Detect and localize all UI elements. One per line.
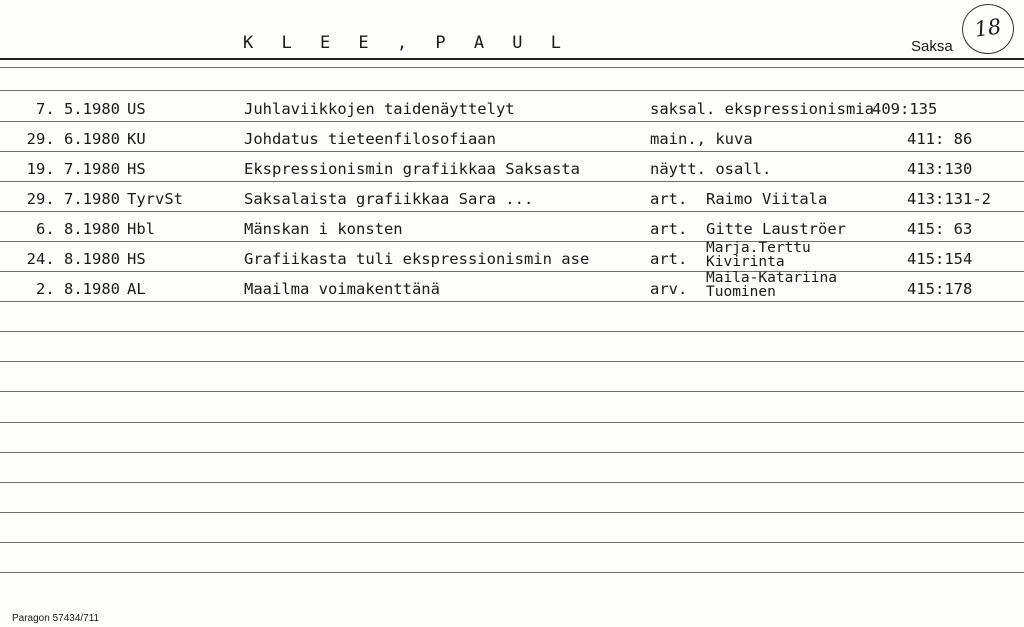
card-number-circle: 18 (959, 1, 1017, 58)
entry-row (0, 121, 1024, 151)
entry-ref: 415:154 (907, 250, 973, 268)
entry-author-line: Marja.Terttu (706, 240, 811, 256)
entry-ref: 411: 86 (907, 130, 973, 148)
entry-author (706, 271, 837, 299)
entry-row (0, 241, 1024, 271)
rule-line (0, 422, 1024, 423)
entry-date: 7. 5.1980 (36, 100, 120, 118)
entry-date: 29. 6.1980 (26, 130, 120, 148)
entry-source: US (127, 100, 146, 118)
rule-line (0, 301, 1024, 302)
entry-date: 2. 8.1980 (36, 280, 120, 298)
entry-source: TyrvSt (127, 190, 183, 208)
header-rule (0, 58, 1024, 60)
entry-author: Raimo Viitala (706, 190, 828, 208)
print-mark: Paragon 57434/711 (12, 613, 100, 624)
entry-topic: näytt. osall. (650, 160, 772, 178)
entry-author-line: Tuominen (706, 284, 776, 300)
rule-line (0, 361, 1024, 362)
entry-title: Johdatus tieteenfilosofiaan (244, 130, 496, 148)
entry-title: Saksalaista grafiikkaa Sara ... (244, 190, 534, 208)
rule-line (0, 67, 1024, 68)
entry-kind: art. (650, 190, 688, 208)
entry-row (0, 151, 1024, 181)
rule-line (0, 482, 1024, 483)
entry-ref: 409:135 (872, 100, 938, 118)
entry-title: Ekspressionismin grafiikkaa Saksasta (244, 160, 580, 178)
entry-ref: 413:130 (907, 160, 973, 178)
entry-date: 19. 7.1980 (26, 160, 120, 178)
entry-source: Hbl (127, 220, 155, 238)
entry-ref: 413:131-2 (907, 190, 991, 208)
entry-title: Grafiikasta tuli ekspressionismin ase (244, 250, 590, 268)
country-label: Saksa (911, 38, 953, 55)
entry-title: Mänskan i konsten (244, 220, 403, 238)
entry-row (0, 181, 1024, 211)
rule-line (0, 452, 1024, 453)
entry-author-line: Kivirinta (706, 254, 785, 270)
entry-kind: art. (650, 250, 688, 268)
entry-author (706, 241, 811, 269)
entry-title: Maailma voimakenttänä (244, 280, 440, 298)
entry-kind: art. (650, 220, 688, 238)
rule-line (0, 572, 1024, 573)
entry-source: HS (127, 160, 146, 178)
entry-title: Juhlaviikkojen taidenäyttelyt (244, 100, 515, 118)
entry-date: 29. 7.1980 (26, 190, 120, 208)
entry-ref: 415:178 (907, 280, 973, 298)
entry-row (0, 271, 1024, 301)
entry-author-line: Maila-Katariina (706, 270, 837, 286)
entry-date: 24. 8.1980 (26, 250, 120, 268)
entry-author: Gitte Lauströer (706, 220, 846, 238)
rule-line (0, 542, 1024, 543)
rule-line (0, 331, 1024, 332)
entry-topic: saksal. ekspressionismia (650, 100, 874, 118)
entry-ref: 415: 63 (907, 220, 973, 238)
entry-source: KU (127, 130, 146, 148)
rule-line (0, 391, 1024, 392)
rule-line (0, 512, 1024, 513)
subject-name: K L E E , P A U L (243, 33, 570, 53)
entry-row (0, 211, 1024, 241)
entry-topic: main., kuva (650, 130, 753, 148)
entry-row (0, 91, 1024, 121)
entry-date: 6. 8.1980 (36, 220, 120, 238)
entry-source: HS (127, 250, 146, 268)
entry-kind: arv. (650, 280, 688, 298)
entry-source: AL (127, 280, 146, 298)
